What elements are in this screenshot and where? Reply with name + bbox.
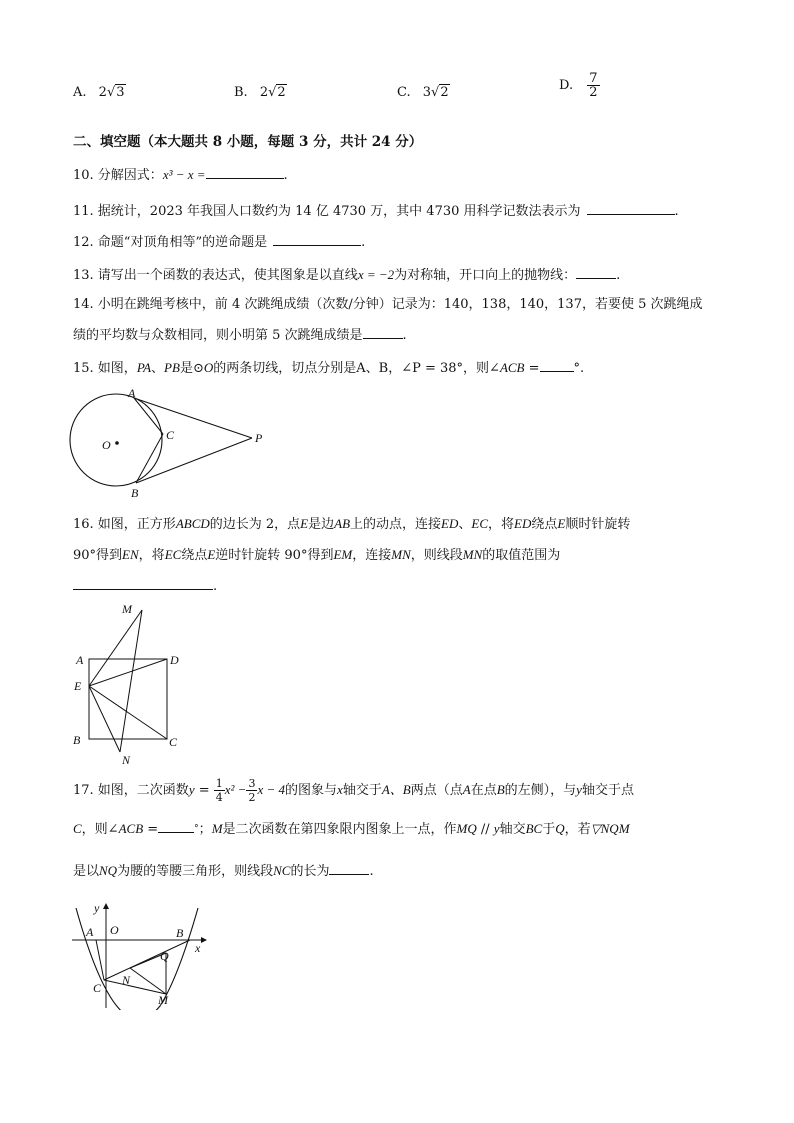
answer-blank[interactable]: [576, 266, 616, 279]
label-a: A: [86, 925, 94, 939]
label-p: P: [255, 431, 263, 445]
segment-en: [89, 686, 120, 752]
label-m: M: [122, 602, 132, 616]
option-b-label: B.: [234, 85, 248, 100]
label-a: A: [76, 653, 84, 667]
segment-ed: [89, 659, 167, 686]
section-title: 二、填空题（本大题共 8 小题，每题 3 分，共计 24 分）: [73, 134, 423, 150]
option-a: [73, 84, 126, 100]
question-17-line2: C，则∠ACB = °；M是二次函数在第四象限内图象上一点，作MQ // y轴交BC于Q，若▽NQM: [73, 821, 630, 837]
option-b: [234, 84, 287, 100]
label-m: M: [158, 993, 168, 1007]
option-b-value: 2√2: [259, 85, 286, 100]
question-12: 12. 命题“对顶角相等”的逆命题是 .: [73, 235, 366, 250]
question-17-line1: 17. 如图，二次函数y = $\frac{1}{4}$ x² − $\frac{3}{2}$ x − 4的图象与x轴交于A、B两点（点A在点B的左侧），与y轴交于点: [73, 777, 634, 804]
segment-cb: [136, 434, 163, 483]
center-dot: [115, 441, 119, 445]
label-c: C: [93, 981, 102, 995]
tangent-pb: [136, 438, 252, 483]
question-14-line2: 绩的平均数与众数相同，则小明第 5 次跳绳成绩是 .: [73, 328, 407, 343]
question-11: 11. 据统计，2023 年我国人口数约为 14 亿 4730 万，其中 4730 用科学记数法表示为 .: [73, 204, 679, 219]
option-a-value: 2√3: [98, 85, 125, 100]
label-n: N: [122, 753, 131, 767]
label-c: C: [166, 428, 175, 442]
question-13: 13. 请写出一个函数的表达式，使其图象是以直线x = −2为对称轴，开口向上的抛物线： .: [73, 267, 621, 283]
label-b: B: [73, 733, 81, 747]
question-10: 10. 分解因式：x³ − x = .: [73, 167, 288, 183]
segment-bc: [104, 940, 190, 980]
figure-16-square: [68, 598, 198, 768]
answer-blank[interactable]: [587, 202, 675, 215]
answer-blank[interactable]: [73, 577, 213, 590]
answer-blank[interactable]: [273, 233, 361, 246]
option-d: [559, 72, 600, 99]
label-c: C: [169, 735, 178, 749]
answer-blank[interactable]: [158, 820, 194, 833]
option-c: [397, 84, 450, 100]
option-d-label: D.: [559, 78, 574, 93]
label-x: x: [195, 941, 201, 955]
answer-blank[interactable]: [329, 862, 369, 875]
option-c-value: 3√2: [422, 85, 449, 100]
label-a: A: [128, 386, 136, 400]
label-e: E: [74, 679, 82, 693]
segment-ec: [89, 686, 167, 739]
label-o: O: [110, 923, 119, 937]
question-16-line1: 16. 如图，正方形ABCD的边长为 2，点E是边AB上的动点，连接ED、EC，将ED绕点E顺时针旋转: [73, 516, 631, 532]
option-d-fraction: $\frac{7}{2}$: [589, 71, 598, 100]
segment-em: [89, 610, 142, 686]
label-y: y: [94, 901, 100, 915]
tangent-pa: [134, 398, 252, 438]
question-17-line3: 是以NQ为腰的等腰三角形，则线段NC的长为 .: [73, 863, 374, 879]
question-16-line2: 90°得到EN，将EC绕点E逆时针旋转 90°得到EM，连接MN，则线段MN的取值范围为: [73, 547, 561, 563]
label-o: O: [102, 438, 111, 452]
segment-ac: [96, 940, 104, 980]
answer-blank[interactable]: [540, 359, 574, 372]
circle-o: [70, 394, 162, 486]
question-15: 15. 如图，PA、PB是⊙O的两条切线，切点分别是A、B，∠P = 38°，则∠ACB = °.: [73, 360, 585, 376]
label-d: D: [170, 653, 179, 667]
figure-15-circle-tangents: [68, 386, 278, 504]
answer-blank[interactable]: [363, 326, 403, 339]
option-c-label: C.: [397, 85, 411, 100]
label-b: B: [131, 486, 139, 500]
label-q: Q: [160, 949, 169, 963]
answer-blank[interactable]: [206, 166, 284, 179]
question-16-line3: .: [73, 576, 217, 598]
label-b: B: [176, 926, 184, 940]
segment-mn: [120, 610, 142, 752]
figure-17-parabola: [68, 898, 218, 1010]
question-14-line1: 14. 小明在跳绳考核中，前 4 次跳绳成绩（次数/分钟）记录为：140，138，140，137，若要使 5 次跳绳成: [73, 297, 703, 312]
label-n: N: [122, 973, 131, 987]
option-a-label: A.: [73, 85, 87, 100]
